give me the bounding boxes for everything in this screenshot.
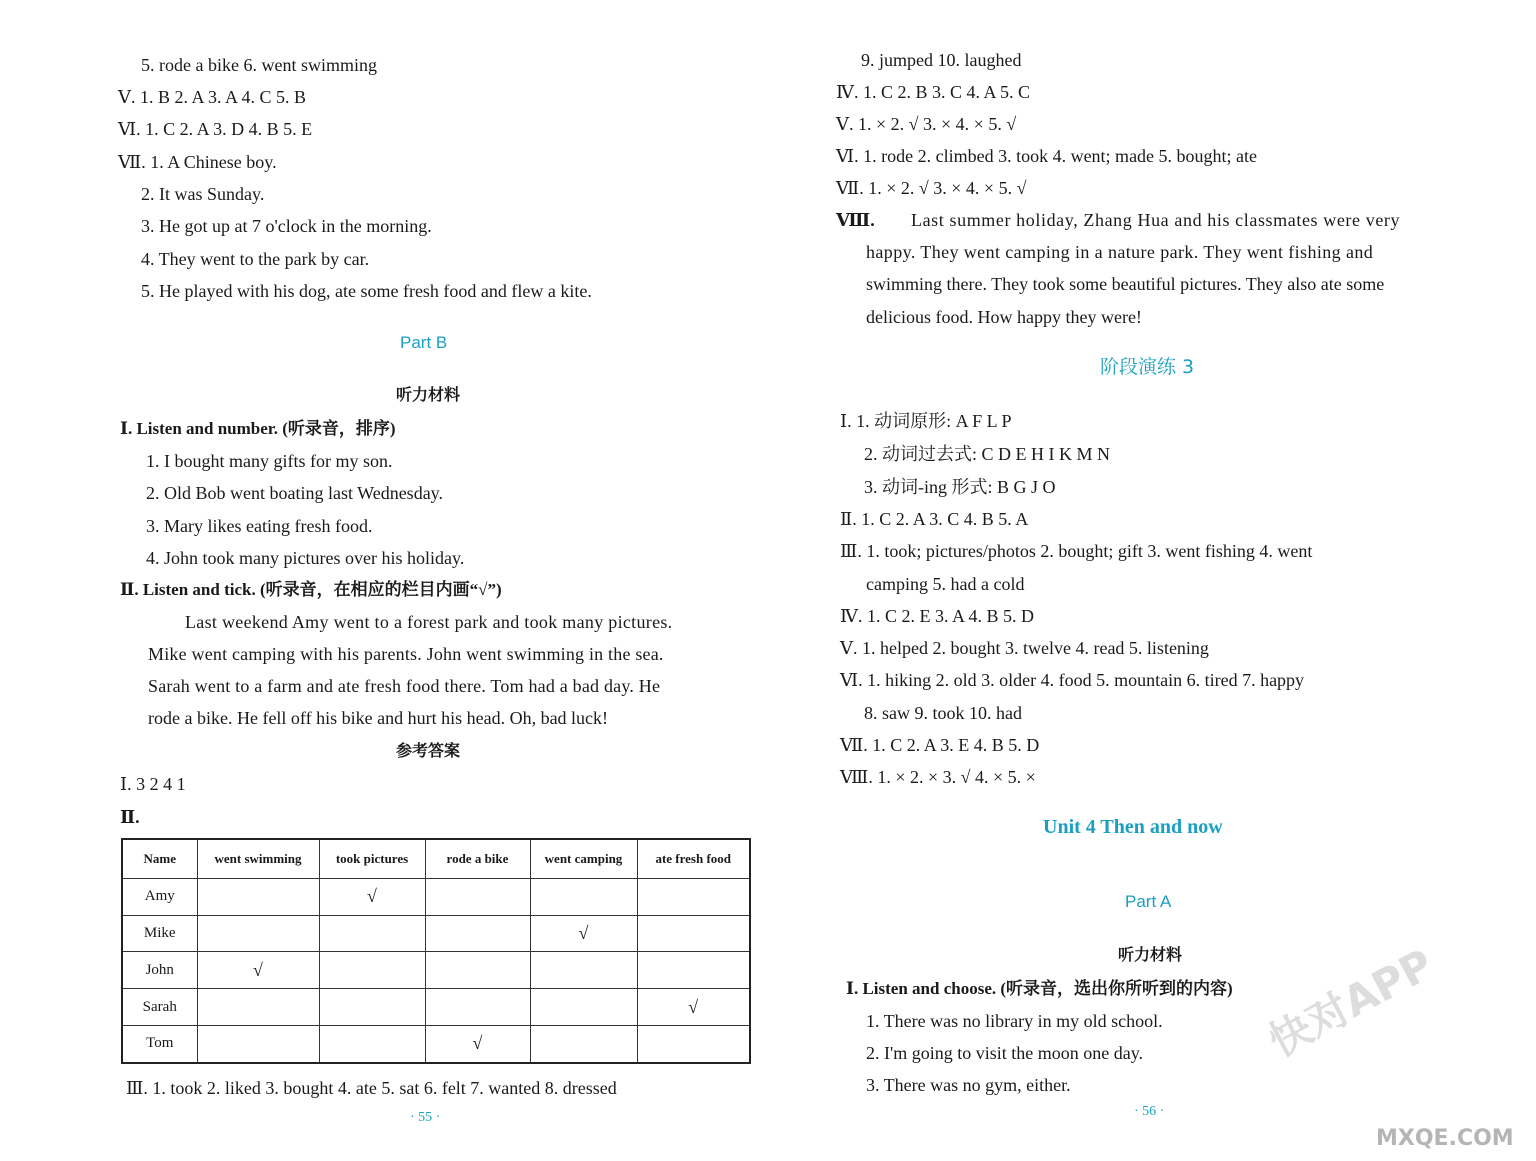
answer-line: Ⅲ. 1. took; pictures/photos 2. bought; gift 3. went fishing 4. went [840, 541, 1313, 561]
answer-line: Ⅵ. 1. hiking 2. old 3. older 4. food 5. mountain 6. tired 7. happy [840, 670, 1305, 690]
exercise-title: Ⅰ. Listen and choose. (听录音，选出你所听到的内容) [846, 979, 1233, 998]
list-item: 4. John took many pictures over his holiday. [146, 548, 465, 568]
table-cell-name: John [122, 952, 197, 989]
watermark-text: MXQE.COM [1376, 1126, 1514, 1151]
exercise-title: Ⅰ. Listen and number. (听录音，排序) [120, 419, 396, 438]
table-row [122, 989, 750, 1026]
table-header-row [122, 839, 750, 879]
answer-line: Ⅳ. 1. C 2. E 3. A 4. B 5. D [840, 606, 1035, 626]
watermark-logo: 快对APP [1260, 939, 1442, 1067]
section-heading: 听力材料 [1118, 945, 1183, 964]
page-number: · 55 · [410, 1110, 441, 1125]
table-row [122, 952, 750, 989]
answer-line: Ⅱ. [120, 807, 140, 827]
table-cell [425, 989, 530, 1026]
table-cell [197, 879, 319, 916]
table-cell: √ [319, 879, 425, 916]
table-cell [637, 1025, 750, 1063]
passage-line: delicious food. How happy they were! [866, 307, 1142, 327]
table-cell-name: Sarah [122, 989, 197, 1026]
answer-line: Ⅶ. 1. A Chinese boy. [118, 152, 277, 172]
answer-line: Ⅲ. 1. took 2. liked 3. bought 4. ate 5. sat 6. felt 7. wanted 8. dressed [126, 1078, 617, 1098]
table-cell [319, 1025, 425, 1063]
stage-title: 阶段演练 3 [1100, 356, 1195, 378]
answer-line: Ⅷ. 1. × 2. × 3. √ 4. × 5. × [840, 767, 1036, 787]
column-header: rode a bike [425, 839, 530, 879]
table-cell [530, 1025, 637, 1063]
table-cell: √ [637, 989, 750, 1026]
answer-line: 2. It was Sunday. [141, 184, 265, 204]
answer-table [121, 838, 751, 1064]
table-cell [319, 915, 425, 952]
column-header: went swimming [197, 839, 319, 879]
answer-line: 8. saw 9. took 10. had [864, 703, 1022, 723]
passage-line: Mike went camping with his parents. John went swimming in the sea. [148, 644, 664, 664]
answer-line: 9. jumped 10. laughed [861, 50, 1022, 70]
table-cell [530, 879, 637, 916]
page-number: · 56 · [1134, 1104, 1165, 1119]
passage-line: happy. They went camping in a nature park. They went fishing and [866, 242, 1374, 262]
answer-line: Ⅳ. 1. C 2. B 3. C 4. A 5. C [836, 82, 1031, 102]
passage-line: rode a bike. He fell off his bike and hurt his head. Oh, bad luck! [148, 708, 609, 728]
table-cell [637, 952, 750, 989]
table-cell-name: Amy [122, 879, 197, 916]
answer-line: Ⅰ. 1. 动词原形: A F L P [840, 411, 1012, 431]
answer-line: 3. 动词-ing 形式: B G J O [864, 477, 1056, 497]
answer-line: Ⅵ. 1. C 2. A 3. D 4. B 5. E [118, 119, 313, 139]
answer-line: camping 5. had a cold [866, 574, 1025, 594]
passage-line: swimming there. They took some beautiful pictures. They also ate some [866, 274, 1385, 294]
table-cell [425, 952, 530, 989]
list-item: 3. There was no gym, either. [866, 1075, 1071, 1095]
table-row [122, 879, 750, 916]
table-cell [637, 915, 750, 952]
list-item: 1. I bought many gifts for my son. [146, 451, 393, 471]
passage-line: Last weekend Amy went to a forest park and took many pictures. [185, 612, 673, 632]
table-cell [425, 915, 530, 952]
part-heading: Part A [1125, 892, 1172, 911]
table-cell [197, 915, 319, 952]
answer-line: Ⅵ. 1. rode 2. climbed 3. took 4. went; made 5. bought; ate [836, 146, 1258, 166]
section-heading: 参考答案 [396, 741, 461, 760]
table-cell [530, 952, 637, 989]
table-row [122, 1025, 750, 1063]
column-header: went camping [530, 839, 637, 879]
table-cell [197, 1025, 319, 1063]
answer-line: Ⅴ. 1. × 2. √ 3. × 4. × 5. √ [836, 114, 1017, 134]
answer-label: Ⅷ. [836, 210, 875, 230]
table-row [122, 915, 750, 952]
table-cell [530, 989, 637, 1026]
column-header: ate fresh food [637, 839, 750, 879]
table-cell [637, 879, 750, 916]
table-cell [319, 952, 425, 989]
part-heading: Part B [400, 333, 448, 352]
answer-line: 2. 动词过去式: C D E H I K M N [864, 444, 1110, 464]
table-cell-name: Mike [122, 915, 197, 952]
answer-line: 3. He got up at 7 o'clock in the morning. [141, 216, 432, 236]
answer-line: 5. He played with his dog, ate some fresh food and flew a kite. [141, 281, 592, 301]
list-item: 1. There was no library in my old school. [866, 1011, 1163, 1031]
answer-line: 5. rode a bike 6. went swimming [141, 55, 377, 75]
answer-line: Ⅴ. 1. B 2. A 3. A 4. C 5. B [118, 87, 307, 107]
answer-line: Ⅰ. 3 2 4 1 [120, 774, 186, 794]
table-cell [425, 879, 530, 916]
table-cell: √ [425, 1025, 530, 1063]
answer-line: Ⅶ. 1. C 2. A 3. E 4. B 5. D [840, 735, 1040, 755]
passage-line: Last summer holiday, Zhang Hua and his classmates were very [911, 210, 1401, 230]
list-item: 3. Mary likes eating fresh food. [146, 516, 373, 536]
unit-title: Unit 4 Then and now [1043, 816, 1223, 838]
table-cell [197, 989, 319, 1026]
answer-line: Ⅴ. 1. helped 2. bought 3. twelve 4. read 5. listening [840, 638, 1209, 658]
table-cell: √ [530, 915, 637, 952]
table-cell-name: Tom [122, 1025, 197, 1063]
section-heading: 听力材料 [396, 385, 461, 404]
answer-line: Ⅱ. 1. C 2. A 3. C 4. B 5. A [840, 509, 1029, 529]
list-item: 2. I'm going to visit the moon one day. [866, 1043, 1144, 1063]
exercise-title: Ⅱ. Listen and tick. (听录音，在相应的栏目内画“√”) [120, 580, 502, 599]
table-cell [319, 989, 425, 1026]
answer-line: Ⅶ. 1. × 2. √ 3. × 4. × 5. √ [836, 178, 1027, 198]
passage-line: Sarah went to a farm and ate fresh food there. Tom had a bad day. He [148, 676, 661, 696]
table-cell: √ [197, 952, 319, 989]
list-item: 2. Old Bob went boating last Wednesday. [146, 483, 444, 503]
column-header: Name [122, 839, 197, 879]
column-header: took pictures [319, 839, 425, 879]
answer-line: 4. They went to the park by car. [141, 249, 370, 269]
